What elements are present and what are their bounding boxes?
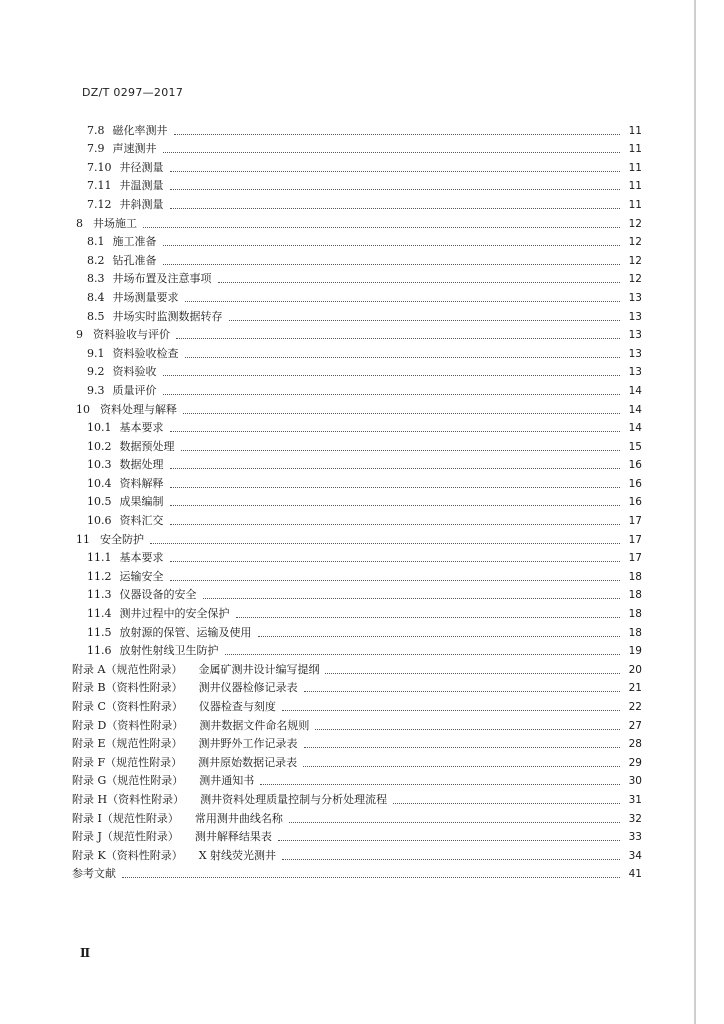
toc-entry-number: 7.10 xyxy=(87,160,112,174)
page-number: Ⅱ xyxy=(80,946,91,960)
toc-entry-number: 附录 E（规范性附录） xyxy=(72,737,183,751)
toc-entry[interactable] xyxy=(72,640,642,659)
toc-entry-number: 8.4 xyxy=(87,290,105,304)
toc-dot-leader xyxy=(170,171,621,172)
toc-dot-leader xyxy=(278,840,620,841)
toc-entry-title: 测井过程中的安全保护 xyxy=(119,607,230,621)
toc-entry-title: 测井野外工作记录表 xyxy=(198,737,298,751)
toc-entry[interactable] xyxy=(72,826,642,845)
toc-dot-leader xyxy=(229,320,621,321)
toc-entry-page: 17 xyxy=(628,552,642,565)
toc-dot-leader xyxy=(303,766,620,767)
toc-entry-number: 附录 C（资料性附录） xyxy=(72,700,183,713)
toc-dot-leader xyxy=(150,543,620,544)
toc-dot-leader xyxy=(289,822,620,823)
toc-entry-title: 资料汇交 xyxy=(119,514,164,528)
toc-entry-page: 17 xyxy=(628,533,642,546)
toc-entry-title: 资料验收检查 xyxy=(112,346,179,360)
toc-dot-leader xyxy=(260,784,620,785)
toc-entry-page: 11 xyxy=(628,180,642,193)
toc-entry-page: 14 xyxy=(628,422,642,435)
toc-entry[interactable] xyxy=(72,193,642,212)
toc-entry-number: 8 xyxy=(76,216,83,230)
toc-entry-title: 测井仪器检修记录表 xyxy=(198,681,298,695)
toc-entry-number: 附录 H（资料性附录） xyxy=(72,792,185,806)
toc-entry-title: 资料验收与评价 xyxy=(93,328,170,342)
toc-entry-number: 附录 B（资料性附录） xyxy=(72,681,183,695)
toc-entry[interactable] xyxy=(72,268,642,287)
toc-entry-page: 14 xyxy=(628,384,642,397)
toc-entry-number: 10.2 xyxy=(87,439,112,453)
toc-dot-leader xyxy=(170,208,621,209)
toc-entry-number: 附录 J（规范性附录） xyxy=(72,830,179,844)
toc-entry-page: 16 xyxy=(628,496,642,509)
toc-entry-page: 41 xyxy=(628,868,642,881)
toc-entry[interactable] xyxy=(72,212,642,231)
toc-dot-leader xyxy=(218,282,621,283)
toc-entry[interactable] xyxy=(72,361,642,380)
toc-entry-title: 仪器设备的安全 xyxy=(119,588,197,602)
toc-entry-page: 22 xyxy=(628,701,642,713)
toc-entry-page: 16 xyxy=(628,477,642,490)
toc-entry-page: 14 xyxy=(628,403,642,416)
toc-entry-number: 11.5 xyxy=(87,625,112,639)
toc-entry[interactable] xyxy=(72,286,642,305)
toc-dot-leader xyxy=(181,450,621,451)
toc-dot-leader xyxy=(183,413,620,414)
toc-entry[interactable] xyxy=(72,751,642,770)
toc-entry[interactable] xyxy=(72,231,642,250)
toc-dot-leader xyxy=(304,691,620,692)
toc-entry[interactable] xyxy=(72,863,642,882)
toc-entry[interactable] xyxy=(72,175,642,194)
toc-entry-page: 31 xyxy=(628,793,642,806)
toc-entry[interactable] xyxy=(72,844,642,863)
toc-dot-leader xyxy=(170,580,621,581)
toc-dot-leader xyxy=(170,505,621,506)
toc-entry-page: 21 xyxy=(628,682,642,695)
toc-entry[interactable] xyxy=(72,770,642,789)
toc-entry[interactable] xyxy=(72,565,642,584)
toc-entry[interactable] xyxy=(72,435,642,454)
toc-entry-number: 11 xyxy=(76,532,90,546)
toc-dot-leader xyxy=(163,375,621,376)
toc-entry-page: 12 xyxy=(628,236,642,249)
toc-entry[interactable] xyxy=(72,491,642,510)
toc-dot-leader xyxy=(170,524,621,525)
toc-entry[interactable] xyxy=(72,472,642,491)
toc-dot-leader xyxy=(174,134,621,135)
toc-entry-number: 10.3 xyxy=(87,458,112,472)
toc-entry-number: 7.8 xyxy=(87,123,105,137)
toc-entry-number: 8.3 xyxy=(87,272,105,286)
toc-entry-title: 安全防护 xyxy=(100,532,144,546)
toc-entry[interactable] xyxy=(72,714,642,733)
toc-entry-number: 9 xyxy=(76,328,83,342)
toc-dot-leader xyxy=(282,859,620,860)
toc-entry-page: 11 xyxy=(628,124,642,137)
toc-entry-number: 9.2 xyxy=(87,365,105,379)
toc-dot-leader xyxy=(185,301,621,302)
toc-entry-title: 测井数据文件命名规则 xyxy=(199,718,310,732)
toc-entry-number: 附录 G（规范性附录） xyxy=(72,774,184,788)
toc-entry-page: 16 xyxy=(628,459,642,472)
toc-entry[interactable] xyxy=(72,509,642,528)
toc-entry-title: 测井资料处理质量控制与分析处理流程 xyxy=(200,792,388,806)
toc-entry[interactable] xyxy=(72,379,642,398)
toc-entry-number: 10 xyxy=(76,402,90,416)
toc-dot-leader xyxy=(315,729,620,730)
toc-entry-page: 33 xyxy=(628,831,642,844)
toc-entry-page: 18 xyxy=(628,589,642,602)
toc-entry-page: 27 xyxy=(628,719,642,732)
toc-entry-title: 基本要求 xyxy=(119,421,164,435)
toc-dot-leader xyxy=(163,245,621,246)
toc-entry-title: 仪器检查与刻度 xyxy=(198,700,276,713)
toc-entry-page: 29 xyxy=(628,756,642,769)
toc-entry-title: 质量评价 xyxy=(112,383,157,397)
toc-entry-number: 11.1 xyxy=(87,551,112,565)
toc-entry-number: 9.3 xyxy=(87,383,105,397)
toc-entry-title: 井温测量 xyxy=(119,179,164,193)
toc-dot-leader xyxy=(163,264,621,265)
toc-dot-leader xyxy=(225,654,621,655)
toc-entry-title: 测井原始数据记录表 xyxy=(198,755,298,769)
toc-dot-leader xyxy=(143,227,620,228)
toc-entry-page: 34 xyxy=(628,849,642,862)
toc-entry-number: 11.6 xyxy=(87,644,112,658)
toc-entry-title: 钻孔准备 xyxy=(112,253,157,267)
toc-entry-number: 11.2 xyxy=(87,569,112,583)
document-code: DZ/T 0297—2017 xyxy=(82,86,184,99)
table-of-contents xyxy=(72,119,642,881)
toc-entry-title: 基本要求 xyxy=(119,551,164,565)
toc-entry-title: 资料解释 xyxy=(119,476,164,490)
toc-dot-leader xyxy=(304,747,620,748)
toc-entry-title: 声速测井 xyxy=(112,142,157,156)
toc-entry[interactable] xyxy=(72,249,642,268)
toc-entry-title: 测井通知书 xyxy=(199,774,255,788)
toc-entry[interactable] xyxy=(72,602,642,621)
toc-entry-page: 11 xyxy=(628,143,642,156)
toc-entry-title: 参考文献 xyxy=(72,867,116,881)
toc-entry[interactable] xyxy=(72,342,642,361)
toc-entry-title: 常用测井曲线名称 xyxy=(194,811,283,825)
toc-entry-title: 金属矿测井设计编写提纲 xyxy=(198,662,320,676)
toc-entry-title: 资料处理与解释 xyxy=(100,402,177,416)
toc-entry-number: 7.9 xyxy=(87,142,105,156)
toc-entry-title: 井斜测量 xyxy=(119,197,164,211)
toc-entry-page: 20 xyxy=(628,663,642,676)
toc-dot-leader xyxy=(170,189,621,190)
toc-entry[interactable] xyxy=(72,156,642,175)
toc-entry[interactable] xyxy=(72,788,642,807)
toc-entry-title: 数据处理 xyxy=(119,458,164,472)
toc-entry-title: 放射源的保管、运输及使用 xyxy=(119,625,252,639)
toc-entry-page: 28 xyxy=(628,738,642,751)
toc-entry-number: 7.11 xyxy=(87,179,112,193)
toc-entry-title: X 射线荧光测井 xyxy=(198,848,277,862)
toc-entry-page: 13 xyxy=(628,310,642,323)
toc-entry[interactable] xyxy=(72,454,642,473)
toc-entry-number: 7.12 xyxy=(87,197,112,211)
toc-entry[interactable] xyxy=(72,528,642,547)
toc-entry[interactable] xyxy=(72,621,642,640)
toc-entry[interactable] xyxy=(72,807,642,826)
toc-entry-number: 附录 A（规范性附录） xyxy=(72,662,183,676)
toc-entry-page: 13 xyxy=(628,291,642,304)
toc-entry-page: 11 xyxy=(628,161,642,174)
toc-entry[interactable] xyxy=(72,658,642,677)
toc-entry-page: 11 xyxy=(628,198,642,211)
toc-entry-title: 井场实时监测数据转存 xyxy=(112,309,223,323)
toc-entry-page: 13 xyxy=(628,347,642,360)
toc-entry-title: 施工准备 xyxy=(112,235,157,249)
toc-entry-title: 放射性射线卫生防护 xyxy=(119,644,219,658)
toc-entry-number: 10.1 xyxy=(87,421,112,435)
toc-entry-page: 12 xyxy=(628,254,642,267)
toc-dot-leader xyxy=(122,877,620,878)
toc-entry-title: 井场施工 xyxy=(93,216,137,230)
toc-dot-leader xyxy=(236,617,621,618)
toc-entry-page: 18 xyxy=(628,608,642,621)
toc-dot-leader xyxy=(170,431,621,432)
toc-entry[interactable] xyxy=(72,398,642,417)
toc-entry-number: 附录 I（规范性附录） xyxy=(72,811,179,825)
toc-entry-page: 19 xyxy=(628,645,642,658)
toc-entry-page: 12 xyxy=(628,217,642,230)
toc-entry-page: 18 xyxy=(628,570,642,583)
toc-entry-number: 附录 K（资料性附录） xyxy=(72,848,183,862)
toc-entry[interactable] xyxy=(72,119,642,138)
toc-entry-title: 井场测量要求 xyxy=(112,290,179,304)
toc-entry[interactable] xyxy=(72,547,642,566)
toc-dot-leader xyxy=(163,394,621,395)
toc-entry[interactable] xyxy=(72,584,642,603)
toc-entry-title: 井场布置及注意事项 xyxy=(112,272,212,286)
page-edge-line xyxy=(694,0,696,1024)
toc-entry-number: 附录 D（资料性附录） xyxy=(72,718,184,732)
toc-entry-page: 13 xyxy=(628,329,642,342)
toc-dot-leader xyxy=(203,598,621,599)
toc-entry-page: 17 xyxy=(628,515,642,528)
toc-dot-leader xyxy=(170,487,621,488)
toc-entry-number: 11.3 xyxy=(87,588,112,602)
toc-entry-number: 10.5 xyxy=(87,495,112,509)
toc-entry-number: 10.4 xyxy=(87,476,112,490)
toc-dot-leader xyxy=(185,357,621,358)
toc-entry[interactable] xyxy=(72,417,642,436)
toc-entry[interactable] xyxy=(72,305,642,324)
toc-entry-number: 附录 F（规范性附录） xyxy=(72,755,183,769)
toc-entry[interactable] xyxy=(72,324,642,343)
toc-entry[interactable] xyxy=(72,695,642,714)
toc-dot-leader xyxy=(176,338,620,339)
toc-dot-leader xyxy=(170,561,621,562)
toc-entry-title: 成果编制 xyxy=(119,495,164,509)
toc-entry-page: 13 xyxy=(628,366,642,379)
toc-entry-number: 8.5 xyxy=(87,309,105,323)
toc-entry-title: 测井解释结果表 xyxy=(194,830,272,844)
toc-entry[interactable] xyxy=(72,677,642,696)
toc-entry-title: 运输安全 xyxy=(119,569,164,583)
toc-entry[interactable] xyxy=(72,138,642,157)
toc-dot-leader xyxy=(393,803,620,804)
toc-entry-number: 8.2 xyxy=(87,253,105,267)
toc-entry-page: 30 xyxy=(628,775,642,788)
toc-entry[interactable] xyxy=(72,733,642,752)
toc-entry-title: 磁化率测井 xyxy=(112,123,168,137)
toc-entry-title: 数据预处理 xyxy=(119,439,175,453)
toc-entry-page: 32 xyxy=(628,812,642,825)
toc-dot-leader xyxy=(163,152,621,153)
toc-dot-leader xyxy=(282,710,620,711)
toc-entry-page: 15 xyxy=(628,440,642,453)
toc-dot-leader xyxy=(170,468,621,469)
toc-entry-page: 18 xyxy=(628,626,642,639)
toc-entry-page: 12 xyxy=(628,273,642,286)
toc-dot-leader xyxy=(325,673,620,674)
toc-entry-title: 资料验收 xyxy=(112,365,157,379)
toc-dot-leader xyxy=(258,636,621,637)
toc-entry-number: 8.1 xyxy=(87,235,105,249)
toc-entry-number: 11.4 xyxy=(87,607,112,621)
toc-entry-number: 9.1 xyxy=(87,346,105,360)
toc-entry-number: 10.6 xyxy=(87,514,112,528)
toc-entry-title: 井径测量 xyxy=(119,160,164,174)
